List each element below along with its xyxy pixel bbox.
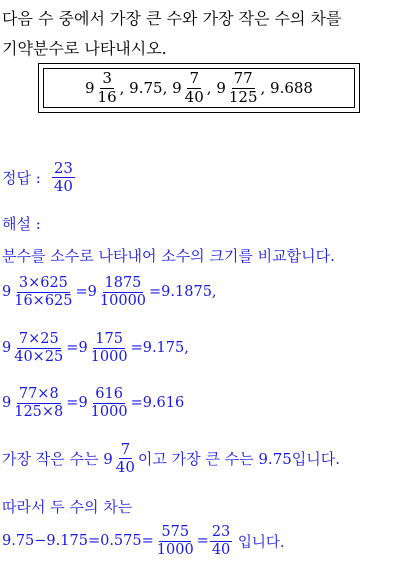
answer-fraction xyxy=(52,160,75,196)
explanation-intro: 분수를 소수로 나타내어 소수의 크기를 비교합니다. xyxy=(2,247,335,265)
eq2-whole: 9 xyxy=(2,340,12,357)
final-fraction-b xyxy=(210,524,232,558)
eq2-fraction-a xyxy=(12,331,65,365)
eq1-numerator-b: 1875 xyxy=(104,275,142,291)
smallest-prefix: 가장 작은 수는 9 xyxy=(2,450,113,469)
eq1-numerator-a: 3×625 xyxy=(18,275,68,291)
choices-box xyxy=(38,63,360,113)
smallest-denominator: 40 xyxy=(115,458,135,477)
equation-1 xyxy=(2,275,217,309)
answer-line xyxy=(2,160,76,196)
choice-separator-3: , 9.688 xyxy=(260,79,313,97)
eq1-denominator-b: 10000 xyxy=(99,292,147,309)
equation-3 xyxy=(2,386,184,420)
eq3-denominator-a: 125×8 xyxy=(14,403,64,420)
eq2-numerator-b: 175 xyxy=(95,331,123,347)
final-equation xyxy=(2,524,285,558)
choice-3-whole: 9 xyxy=(172,79,182,97)
eq1-equals-whole: =9 xyxy=(75,284,97,301)
final-numerator-b: 23 xyxy=(211,524,231,540)
question-line-1: 다음 수 중에서 가장 큰 수와 가장 작은 수의 차를 xyxy=(2,9,342,28)
choice-4-whole: 9 xyxy=(216,79,226,97)
choice-4-fraction xyxy=(227,70,260,106)
smallest-numerator: 7 xyxy=(120,440,131,458)
eq3-whole: 9 xyxy=(2,395,12,412)
eq3-numerator-a: 77×8 xyxy=(18,386,59,402)
eq3-fraction-a xyxy=(12,386,65,420)
eq3-equals-whole: =9 xyxy=(66,395,88,412)
choice-1-fraction xyxy=(96,70,119,106)
eq3-numerator-b: 616 xyxy=(95,386,123,402)
answer-label: 정답 : xyxy=(2,169,41,188)
smallest-suffix: 이고 가장 큰 수는 9.75입니다. xyxy=(137,450,341,469)
eq2-denominator-b: 1000 xyxy=(90,348,128,365)
eq2-result: =9.175, xyxy=(130,340,189,357)
choice-4-numerator: 77 xyxy=(233,69,253,88)
eq2-fraction-b xyxy=(89,331,130,365)
final-prefix: 9.75−9.175=0.575= xyxy=(2,533,154,550)
answer-denominator: 40 xyxy=(53,177,73,196)
choices-list xyxy=(43,68,355,108)
eq3-result: =9.616 xyxy=(130,395,185,412)
final-suffix: 입니다. xyxy=(233,534,285,551)
final-denominator-a: 1000 xyxy=(156,541,194,558)
eq2-numerator-a: 7×25 xyxy=(18,331,59,347)
choice-separator-1: , 9.75, xyxy=(119,79,173,97)
difference-intro: 따라서 두 수의 차는 xyxy=(2,498,133,516)
choice-1-denominator: 16 xyxy=(97,87,117,106)
eq1-whole: 9 xyxy=(2,284,12,301)
choice-separator-2: , xyxy=(206,79,217,97)
choice-3-denominator: 40 xyxy=(184,87,204,106)
compare-line xyxy=(2,441,340,477)
final-equals: = xyxy=(196,533,209,550)
final-denominator-b: 40 xyxy=(211,541,231,558)
explanation-label: 해설 : xyxy=(2,215,41,233)
answer-numerator: 23 xyxy=(53,159,73,177)
final-numerator-a: 575 xyxy=(161,524,190,540)
choice-3-numerator: 7 xyxy=(189,69,199,88)
choice-4-denominator: 125 xyxy=(228,87,258,106)
question-line-2: 기약분수로 나타내시오. xyxy=(2,39,167,58)
smallest-fraction xyxy=(114,441,137,477)
final-fraction-a xyxy=(155,524,196,558)
choice-1-whole: 9 xyxy=(85,79,95,97)
eq2-denominator-a: 40×25 xyxy=(14,348,64,365)
choice-1-numerator: 3 xyxy=(102,69,112,88)
eq3-denominator-b: 1000 xyxy=(90,403,128,420)
choice-3-fraction xyxy=(183,70,206,106)
eq1-fraction-b xyxy=(98,275,148,309)
eq1-denominator-a: 16×625 xyxy=(14,292,73,309)
eq2-equals-whole: =9 xyxy=(66,340,88,357)
equation-2 xyxy=(2,331,189,365)
eq3-fraction-b xyxy=(89,386,130,420)
eq1-fraction-a xyxy=(12,275,74,309)
eq1-result: =9.1875, xyxy=(149,284,217,301)
